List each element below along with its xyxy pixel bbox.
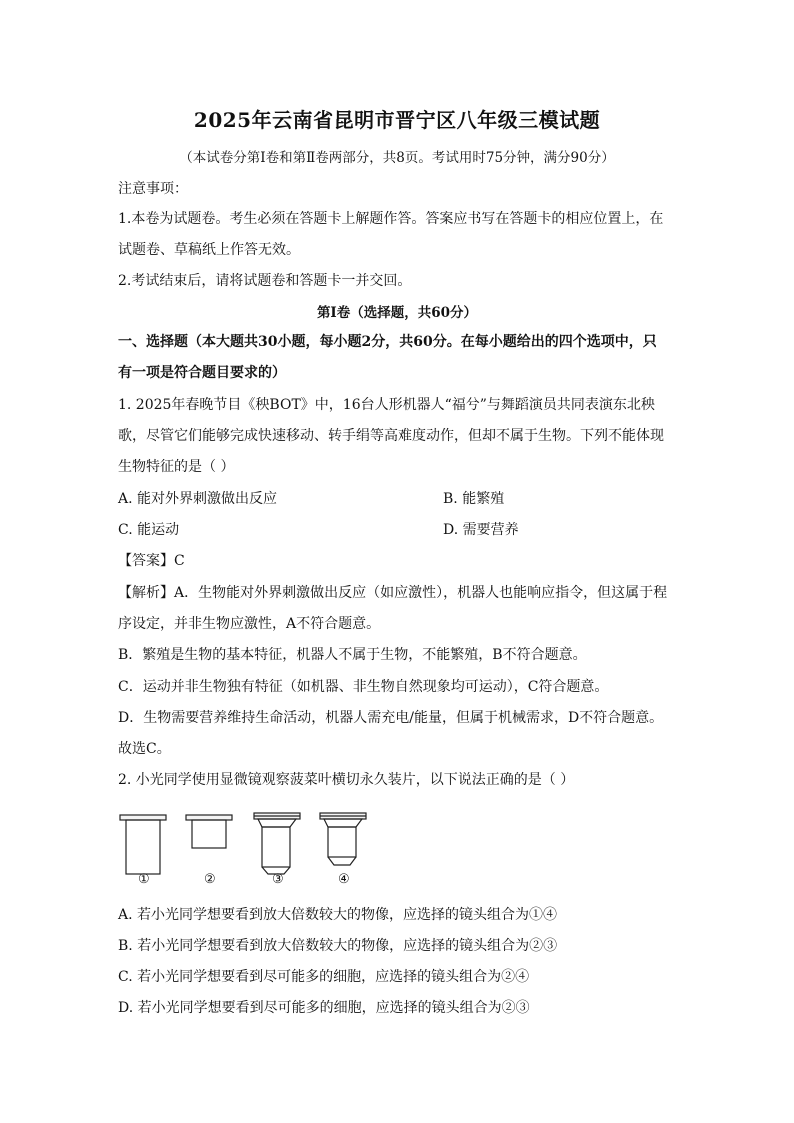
q1-answer: 【答案】C <box>118 553 185 569</box>
figure-label-4: ④ <box>338 872 350 887</box>
q2-option-d: D. 若小光同学想要看到尽可能多的细胞，应选择的镜头组合为②③ <box>118 1000 530 1016</box>
figure-label-1: ① <box>138 872 150 887</box>
q1-option-d: D. 需要营养 <box>443 522 519 538</box>
lens-4-short-objective <box>320 813 366 865</box>
q1-analysis-line-4: C．运动并非生物独有特征（如机器、非生物自然现象均可运动），C符合题意。 <box>118 679 609 695</box>
q1-stem-line-1: 1. 2025年春晚节目《秧BOT》中，16台人形机器人“福兮”与舞蹈演员共同表演东北秧 <box>118 397 655 413</box>
page-subtitle: （本试卷分第Ⅰ卷和第Ⅱ卷两部分，共8页。考试用时75分钟，满分90分） <box>179 150 615 166</box>
q2-option-b: B. 若小光同学想要看到放大倍数较大的物像，应选择的镜头组合为②③ <box>118 938 558 954</box>
q1-analysis-line-3: B．繁殖是生物的基本特征，机器人不属于生物，不能繁殖，B不符合题意。 <box>118 647 587 663</box>
page-title: 2025年云南省昆明市晋宁区八年级三模试题 <box>193 108 601 132</box>
part-heading-line-2: 有一项是符合题目要求的） <box>118 365 286 381</box>
q1-option-c: C. 能运动 <box>118 522 180 538</box>
q1-stem-line-2: 歌，尽管它们能够完成快速移动、转手绢等高难度动作，但却不属于生物。下列不能体现 <box>118 428 664 444</box>
q1-option-a: A. 能对外界刺激做出反应 <box>118 491 278 507</box>
q1-analysis-line-5: D．生物需要营养维持生命活动，机器人需充电/能量，但属于机械需求，D不符合题意。 <box>118 710 664 726</box>
notice-line-3: 2.考试结束后，请将试题卷和答题卡一并交回。 <box>118 273 412 289</box>
notice-line-1: 1.本卷为试题卷。考生必须在答题卡上解题作答。答案应书写在答题卡的相应位置上，在 <box>118 211 664 227</box>
notice-heading: 注意事项： <box>118 181 188 197</box>
q2-option-a: A. 若小光同学想要看到放大倍数较大的物像，应选择的镜头组合为①④ <box>118 907 558 923</box>
part-heading-line-1: 一、选择题（本大题共30小题，每小题2分，共60分。在每小题给出的四个选项中，只 <box>118 334 657 350</box>
q2-stem: 2. 小光同学使用显微镜观察菠菜叶横切永久装片，以下说法正确的是（ ） <box>118 772 575 788</box>
q1-analysis-line-2: 序设定，并非生物应激性，A不符合题意。 <box>118 616 381 632</box>
notice-line-2: 试题卷、草稿纸上作答无效。 <box>118 242 300 258</box>
figure-label-2: ② <box>204 872 216 887</box>
section-title: 第Ⅰ卷（选择题，共60分） <box>316 305 478 321</box>
lens-3-long-objective <box>254 813 300 874</box>
lens-2-short-eyepiece <box>186 815 232 848</box>
q1-stem-line-3: 生物特征的是（ ） <box>118 459 235 475</box>
q1-option-b: B. 能繁殖 <box>443 491 505 507</box>
figure-label-3: ③ <box>272 872 284 887</box>
lens-1-long-eyepiece <box>120 815 166 874</box>
q1-analysis-line-1: 【解析】A．生物能对外界刺激做出反应（如应激性），机器人也能响应指令，但这属于程 <box>118 585 668 601</box>
q2-option-c: C. 若小光同学想要看到尽可能多的细胞，应选择的镜头组合为②④ <box>118 969 530 985</box>
q1-analysis-line-6: 故选C。 <box>118 741 171 757</box>
